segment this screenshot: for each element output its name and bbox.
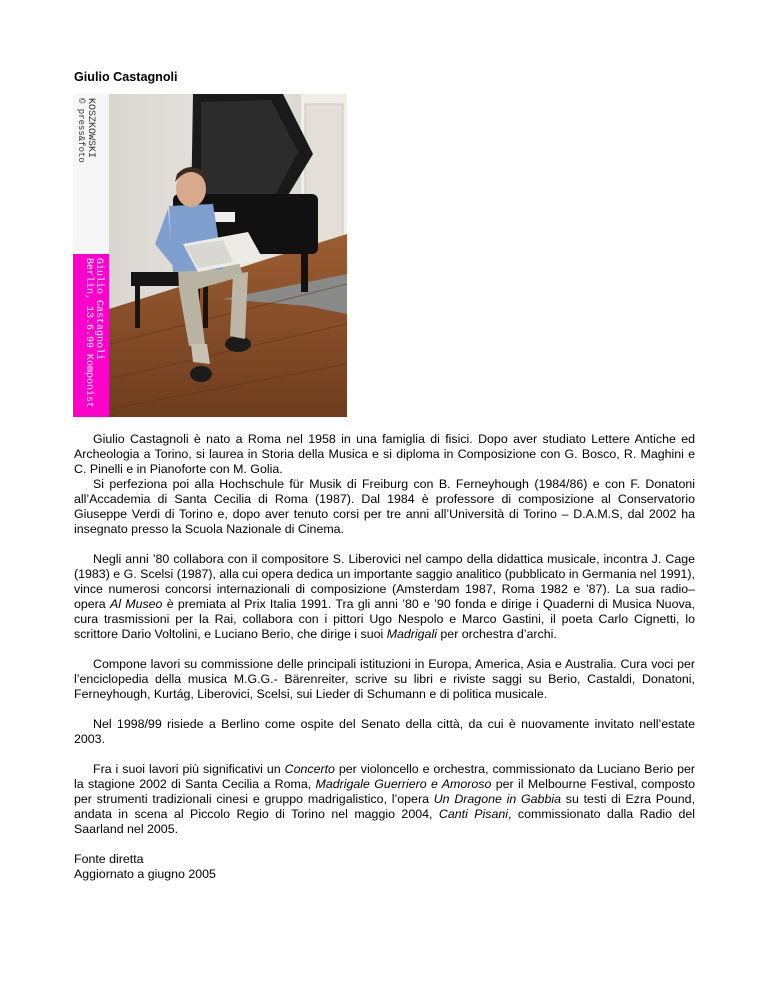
composer-photo	[73, 94, 347, 417]
photo-caption-line-2: Giulio Castagnoli	[93, 258, 104, 361]
updated-note: Aggiornato a giugno 2005	[74, 867, 216, 881]
bio-paragraph-4: Compone lavori su commissione delle principali istituzioni in Europa, America, Asia e Australia. Cura voci per l’enciclopedia della musica M.G.G.- Bärenreiter, scrive su libri e riviste saggi su Berio, Castaldi, Donatoni, Ferneyhough, Kurtág, Liberovici, Scelsi, sui Lieder di Schumann e di politica musicale.	[74, 657, 695, 701]
bio-paragraph-6: Fra i suoi lavori più significativi un Concerto per violoncello e orchestra, commissionato da Luciano Berio per la stagione 2002 di Santa Cecilia a Roma, Madrigale Guerriero e Amoroso per il Melbourne Festival, composto per strumenti tradizionali cinesi e gruppo madrigalistico, l’opera Un Dragone in Gabbia su testi di Ezra Pound, andata in scena al Piccolo Regio di Torino nel maggio 2004, Canti Pisani, commissionato dalla Radio del Saarland nel 2005.	[74, 762, 696, 836]
biography	[74, 432, 695, 882]
photo-credit-line-1: © press&foto	[76, 98, 86, 163]
photo-caption-line-1: Berlin, 13.6.99 Komponist	[83, 258, 94, 409]
bio-paragraph-3: Negli anni ’80 collabora con il compositore S. Liberovici nel campo della didattica musicale, incontra J. Cage (1983) e G. Scelsi (1987), alla cui opera dedica un importante saggio analitico (pubblicato in Germania nel 1991), vince numerosi concorsi internazionali di composizione (Amsterdam 1987, Roma 1982 e ’87). La sua radio–opera Al Museo è premiata al Prix Italia 1991. Tra gli anni ’80 e ’90 fonda e dirige i Quaderni di Musica Nuova, cura trasmissioni per la Rai, collabora con i pittori Ugo Nespolo e Marco Gastini, il poeta Carlo Cignetti, lo scrittore Dario Voltolini, e Luciano Berio, che dirige i suoi Madrigali per orchestra d’archi.	[74, 552, 695, 641]
photo-credit-line-2: KOSZKOWSKI	[85, 98, 96, 159]
source-note: Fonte diretta	[74, 852, 144, 866]
bio-paragraph-5: Nel 1998/99 risiede a Berlino come ospite del Senato della città, da cui è nuovamente invitato nell’estate 2003.	[74, 717, 695, 746]
page-title: Giulio Castagnoli	[74, 70, 178, 84]
bio-paragraph-1: Giulio Castagnoli è nato a Roma nel 1958 in una famiglia di fisici. Dopo aver studiato Lettere Antiche ed Archeologia a Torino, si laurea in Storia della Musica e si diploma in Composizione con G. Bosco, R. Maghini e C. Pinelli e in Pianoforte con M. Golia.	[74, 432, 695, 476]
bio-paragraph-2: Si perfeziona poi alla Hochschule für Musik di Freiburg con B. Ferneyhough (1984/86) e con F. Donatoni all’Accademia di Santa Cecilia di Roma (1987). Dal 1984 è professore di composizione al Conservatorio Giuseppe Verdi di Torino e, dopo aver tenuto corsi per tre anni all’Università di Torino – D.A.M.S, dal 2002 ha insegnato presso la Scuola Nazionale di Cinema.	[74, 477, 695, 536]
